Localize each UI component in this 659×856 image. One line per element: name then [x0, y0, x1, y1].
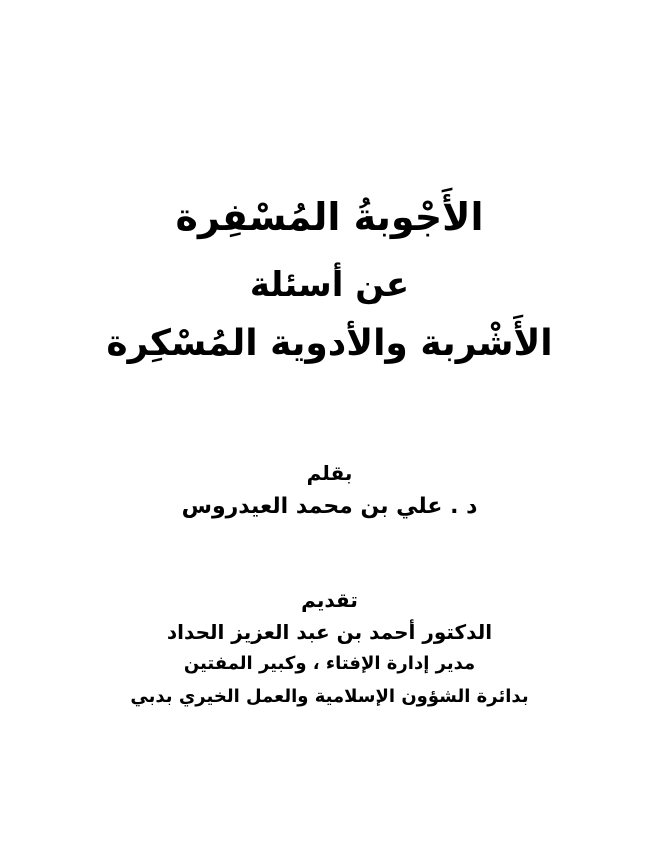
book-title-line-2: عن أسئلة — [249, 265, 410, 305]
introduction-label: تقديم — [301, 588, 358, 612]
introduction-author-department: بدائرة الشؤون الإسلامية والعمل الخيري بدبي — [130, 686, 529, 707]
introduction-author-name: الدكتور أحمد بن عبد العزيز الحداد — [166, 620, 493, 644]
introduction-author-role: مدير إدارة الإفتاء ، وكبير المفتين — [183, 653, 476, 674]
book-title-line-1: الأَجْوبةُ المُسْفِرة — [175, 195, 484, 239]
book-title-line-3: الأَشْربة والأدوية المُسْكِرة — [106, 323, 553, 364]
by-label: بقلم — [306, 461, 353, 485]
author-name: د . علي بن محمد العيدروس — [181, 494, 478, 519]
